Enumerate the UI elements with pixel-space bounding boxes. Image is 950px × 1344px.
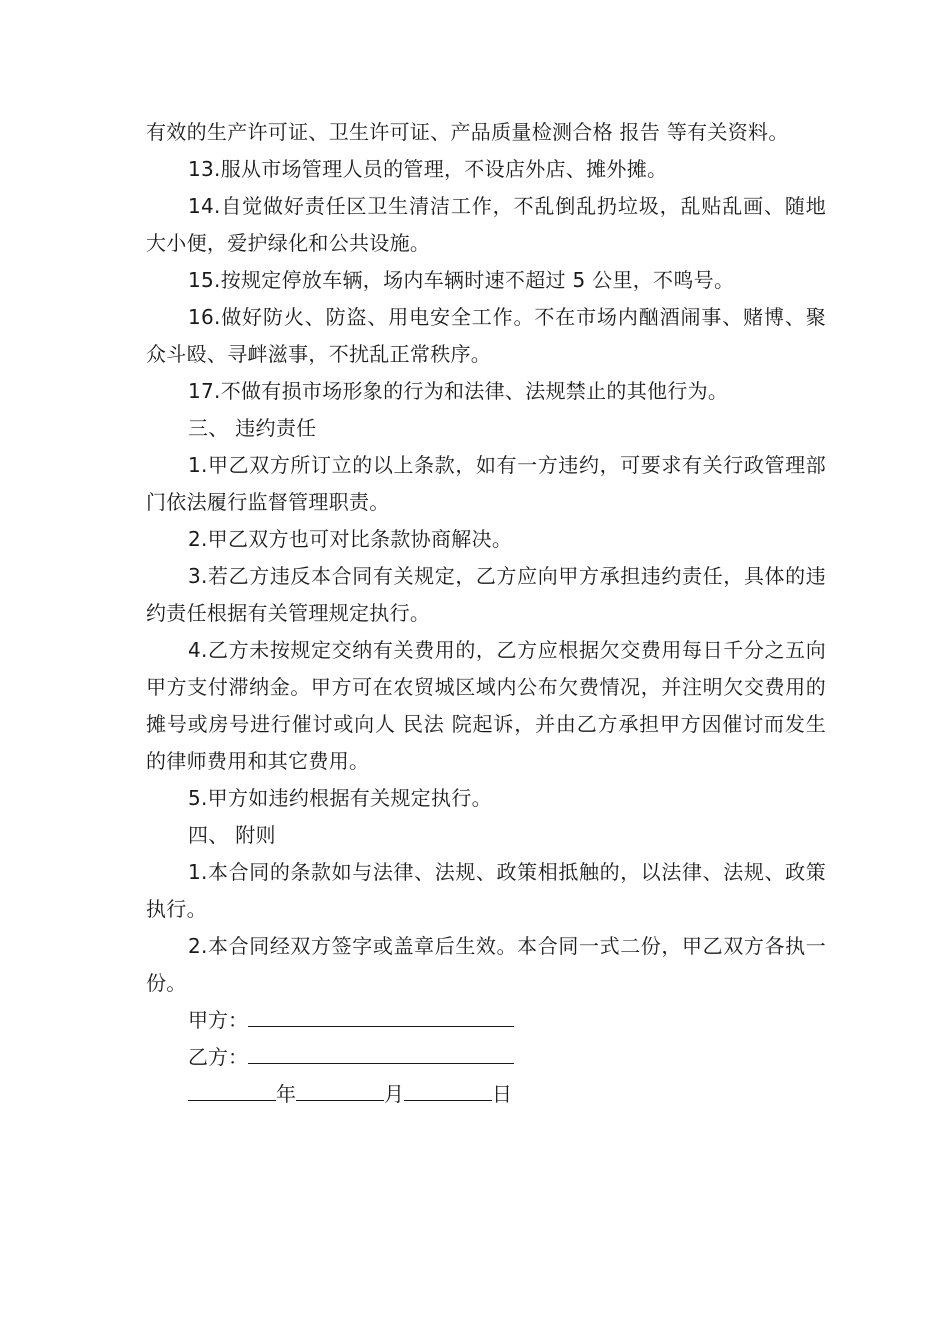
day-label: 日 [492, 1082, 512, 1106]
section-heading-supplementary: 四、 附则 [188, 823, 276, 847]
paragraph-continued: 有效的生产许可证、卫生许可证、产品质量检测合格 报告 等有关资料。 [146, 120, 789, 144]
day-blank[interactable] [404, 1076, 492, 1101]
breach-clause-4: 4.乙方未按规定交纳有关费用的，乙方应根据欠交费用每日千分之五向甲方支付滞纳金。甲方可在农贸城区域内公布欠费情况，并注明欠交费用的摊号或房号进行催讨或向人 民法 院起诉，并由乙方承担甲方因催讨而发生的律师费用和其它费用。 [146, 638, 826, 773]
supplementary-clause-2: 2.本合同经双方签字或盖章后生效。本合同一式二份，甲乙双方各执一份。 [146, 934, 826, 995]
clause-14: 14.自觉做好责任区卫生清洁工作，不乱倒乱扔垃圾，乱贴乱画、随地大小便，爱护绿化和公共设施。 [146, 194, 826, 255]
year-label: 年 [276, 1082, 296, 1106]
breach-clause-3: 3.若乙方违反本合同有关规定，乙方应向甲方承担违约责任，具体的违约责任根据有关管理规定执行。 [146, 564, 826, 625]
month-label: 月 [384, 1082, 404, 1106]
breach-clause-1: 1.甲乙双方所订立的以上条款，如有一方违约，可要求有关行政管理部门依法履行监督管理职责。 [146, 453, 826, 514]
breach-clause-2: 2.甲乙双方也可对比条款协商解决。 [188, 527, 513, 551]
party-b-signature-line [146, 1039, 826, 1076]
clause-15: 15.按规定停放车辆，场内车辆时速不超过 5 公里，不鸣号。 [188, 268, 735, 292]
party-a-blank[interactable] [248, 1002, 514, 1027]
contract-body [146, 114, 826, 1113]
clause-17: 17.不做有损市场形象的行为和法律、法规禁止的其他行为。 [188, 379, 729, 403]
party-a-label: 甲方： [188, 1008, 248, 1032]
party-a-signature-line [146, 1002, 826, 1039]
date-line [146, 1076, 826, 1113]
year-blank[interactable] [188, 1076, 276, 1101]
month-blank[interactable] [296, 1076, 384, 1101]
clause-16: 16.做好防火、防盗、用电安全工作。不在市场内酗酒闹事、赌博、聚众斗殴、寻衅滋事，不扰乱正常秩序。 [146, 305, 826, 366]
breach-clause-5: 5.甲方如违约根据有关规定执行。 [188, 786, 492, 810]
clause-13: 13.服从市场管理人员的管理，不设店外店、摊外摊。 [188, 157, 668, 181]
party-b-label: 乙方： [188, 1045, 248, 1069]
section-heading-breach: 三、 违约责任 [188, 416, 317, 440]
party-b-blank[interactable] [248, 1039, 514, 1064]
supplementary-clause-1: 1.本合同的条款如与法律、法规、政策相抵触的，以法律、法规、政策执行。 [146, 860, 826, 921]
